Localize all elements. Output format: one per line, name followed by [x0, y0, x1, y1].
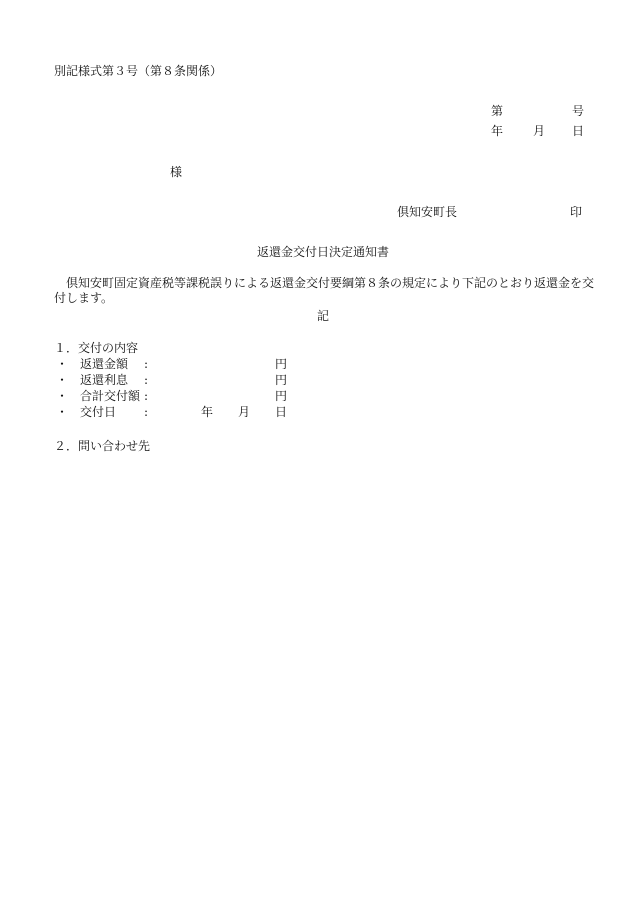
colon: :	[144, 357, 149, 371]
colon: :	[144, 389, 149, 403]
doc-number-prefix: 第	[491, 104, 504, 118]
date-year: 年	[491, 124, 504, 138]
doc-number-suffix: 号	[572, 104, 585, 118]
item-label-payment-date: 交付日	[80, 405, 117, 419]
form-label: 別記様式第３号（第８条関係）	[54, 64, 223, 78]
payment-day: 日	[275, 405, 288, 419]
issuer-name: 倶知安町長	[397, 205, 458, 219]
section1-heading: １．交付の内容	[54, 341, 139, 355]
ki-marker: 記	[317, 309, 330, 323]
item-label-total-amount: 合計交付額	[80, 389, 141, 403]
item-label-refund-interest: 返還利息	[80, 373, 129, 387]
document-title: 返還金交付日決定通知書	[257, 245, 390, 259]
colon: :	[144, 405, 149, 419]
date-day: 日	[572, 124, 585, 138]
seal-mark: 印	[570, 205, 583, 219]
bullet: ・	[56, 357, 69, 371]
recipient-suffix: 様	[170, 165, 183, 179]
bullet: ・	[56, 389, 69, 403]
payment-year: 年	[201, 405, 214, 419]
date-month: 月	[533, 124, 546, 138]
section2-heading: ２．問い合わせ先	[54, 439, 151, 453]
unit-yen: 円	[275, 357, 288, 371]
unit-yen: 円	[275, 373, 288, 387]
bullet: ・	[56, 405, 69, 419]
unit-yen: 円	[275, 389, 288, 403]
item-label-refund-amount: 返還金額	[80, 357, 129, 371]
bullet: ・	[56, 373, 69, 387]
body-paragraph: 倶知安町固定資産税等課税誤りによる返還金交付要綱第８条の規定により下記のとおり返還金を交付します。	[54, 276, 595, 305]
payment-month: 月	[238, 405, 251, 419]
colon: :	[144, 373, 149, 387]
